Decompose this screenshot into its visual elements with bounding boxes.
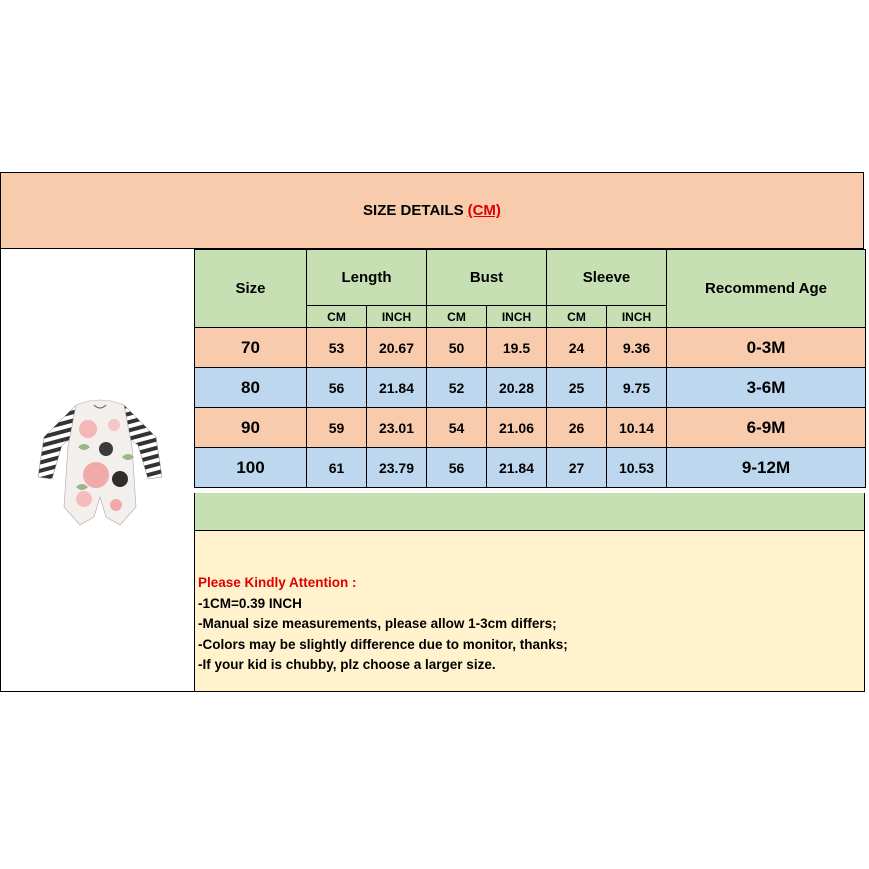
- cell-bust-inch: 21.84: [487, 448, 547, 488]
- header-size: Size: [195, 250, 307, 328]
- cell-bust-cm: 50: [427, 328, 487, 368]
- table-row: [195, 328, 866, 368]
- cell-bust-inch: 20.28: [487, 368, 547, 408]
- cell-length-inch: 20.67: [367, 328, 427, 368]
- cell-sleeve-cm: 27: [547, 448, 607, 488]
- cell-sleeve-inch: 10.14: [607, 408, 667, 448]
- cell-bust-cm: 56: [427, 448, 487, 488]
- header-bust: Bust: [427, 250, 547, 306]
- size-table-area: [194, 249, 865, 488]
- cell-sleeve-inch: 9.75: [607, 368, 667, 408]
- subheader-sleeve-cm: CM: [547, 306, 607, 328]
- cell-length-cm: 61: [307, 448, 367, 488]
- cell-sleeve-cm: 24: [547, 328, 607, 368]
- cell-size: 70: [195, 328, 307, 368]
- cell-sleeve-inch: 9.36: [607, 328, 667, 368]
- cell-length-inch: 21.84: [367, 368, 427, 408]
- cell-sleeve-inch: 10.53: [607, 448, 667, 488]
- table-row: [195, 448, 866, 488]
- cell-size: 90: [195, 408, 307, 448]
- title-text: SIZE DETAILS: [363, 202, 464, 219]
- cell-sleeve-cm: 26: [547, 408, 607, 448]
- subheader-length-inch: INCH: [367, 306, 427, 328]
- note-line: -Manual size measurements, please allow 1-3cm differs;: [198, 616, 557, 631]
- cell-age: 6-9M: [667, 408, 866, 448]
- note-line: -If your kid is chubby, plz choose a larger size.: [198, 657, 496, 672]
- cell-bust-inch: 19.5: [487, 328, 547, 368]
- note-line: -1CM=0.39 INCH: [198, 595, 302, 611]
- cell-size: 100: [195, 448, 307, 488]
- cell-size: 80: [195, 368, 307, 408]
- title-unit: (CM): [467, 202, 501, 219]
- size-table: [194, 249, 866, 488]
- header-length: Length: [307, 250, 427, 306]
- note-line: -Colors may be slightly difference due to monitor, thanks;: [198, 636, 568, 652]
- size-chart-title: [0, 172, 864, 249]
- subheader-sleeve-inch: INCH: [607, 306, 667, 328]
- cell-age: 9-12M: [667, 448, 866, 488]
- subheader-bust-inch: INCH: [487, 306, 547, 328]
- cell-bust-cm: 54: [427, 408, 487, 448]
- spacer-strip: [194, 493, 865, 531]
- cell-bust-inch: 21.06: [487, 408, 547, 448]
- size-chart: [0, 172, 865, 692]
- table-row: [195, 368, 866, 408]
- cell-length-inch: 23.01: [367, 408, 427, 448]
- attention-notes: [194, 530, 865, 692]
- cell-length-cm: 59: [307, 408, 367, 448]
- cell-sleeve-cm: 25: [547, 368, 607, 408]
- header-recommend-age: Recommend Age: [667, 250, 866, 328]
- subheader-bust-cm: CM: [427, 306, 487, 328]
- baby-romper-image: [36, 387, 166, 527]
- cell-age: 3-6M: [667, 368, 866, 408]
- subheader-length-cm: CM: [307, 306, 367, 328]
- cell-length-inch: 23.79: [367, 448, 427, 488]
- product-image-panel: [0, 249, 194, 692]
- header-sleeve: Sleeve: [547, 250, 667, 306]
- cell-bust-cm: 52: [427, 368, 487, 408]
- cell-age: 0-3M: [667, 328, 866, 368]
- table-row: [195, 408, 866, 448]
- cell-length-cm: 53: [307, 328, 367, 368]
- attention-heading: Please Kindly Attention :: [198, 575, 357, 590]
- cell-length-cm: 56: [307, 368, 367, 408]
